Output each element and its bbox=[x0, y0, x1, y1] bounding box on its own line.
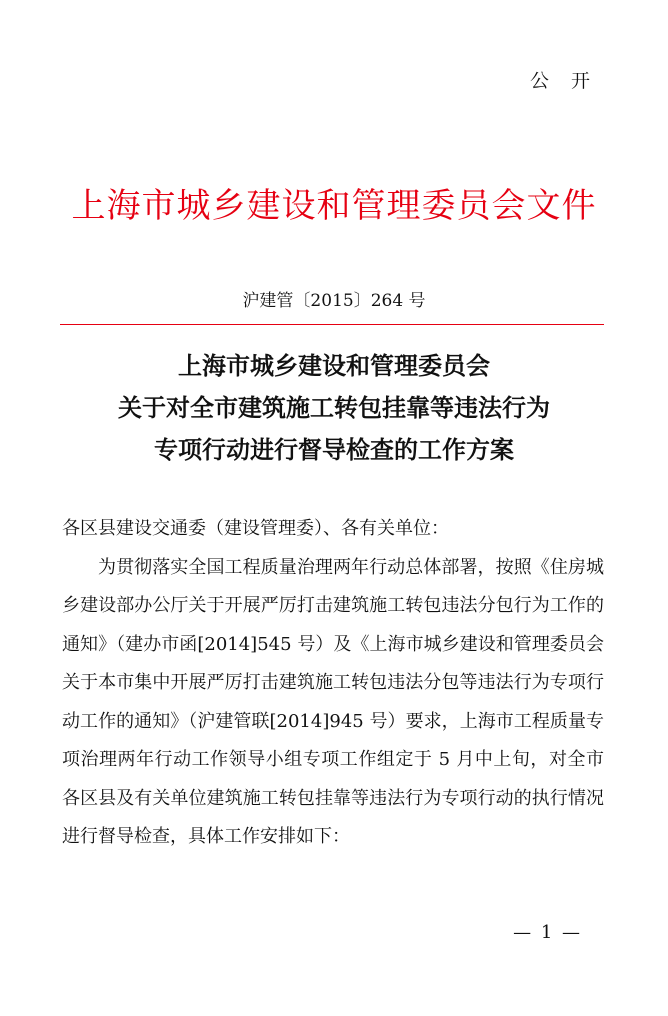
issuer-header: 上海市城乡建设和管理委员会文件 bbox=[71, 186, 597, 226]
salutation: 各区县建设交通委（建设管理委）、各有关单位： bbox=[62, 518, 449, 539]
document-number: 沪建管〔2015〕264 号 bbox=[242, 291, 426, 311]
page-number: — 1 — bbox=[513, 922, 582, 943]
title-line-1: 上海市城乡建设和管理委员会 bbox=[178, 351, 490, 380]
red-divider-line bbox=[60, 324, 604, 325]
document-body bbox=[62, 510, 604, 857]
body-paragraph: 为贯彻落实全国工程质量治理两年行动总体部署，按照《住房城乡建设部办公厅关于开展严厉打击建筑施工转包违法分包行为工作的通知》（建办市函[2014]545 号）及《上海市城乡建设和管理委员会关于本市集中开展严厉打击建筑施工转包违法分包等违法行为专项行动工作的通知》（沪建管联[2014]945 号）要求，上海市工程质量专项治理两年行动工作领导小组专项工作组定于 5 月中上旬，对全市各区县及有关单位建筑施工转包挂靠等违法行为专项行动的执行情况进行督导检查，具体工作安排如下： bbox=[62, 556, 604, 847]
document-title bbox=[0, 345, 668, 471]
title-line-3: 专项行动进行督导检查的工作方案 bbox=[154, 435, 514, 464]
title-line-2: 关于对全市建筑施工转包挂靠等违法行为 bbox=[118, 393, 550, 422]
disclosure-label: 公 开 bbox=[529, 70, 598, 92]
